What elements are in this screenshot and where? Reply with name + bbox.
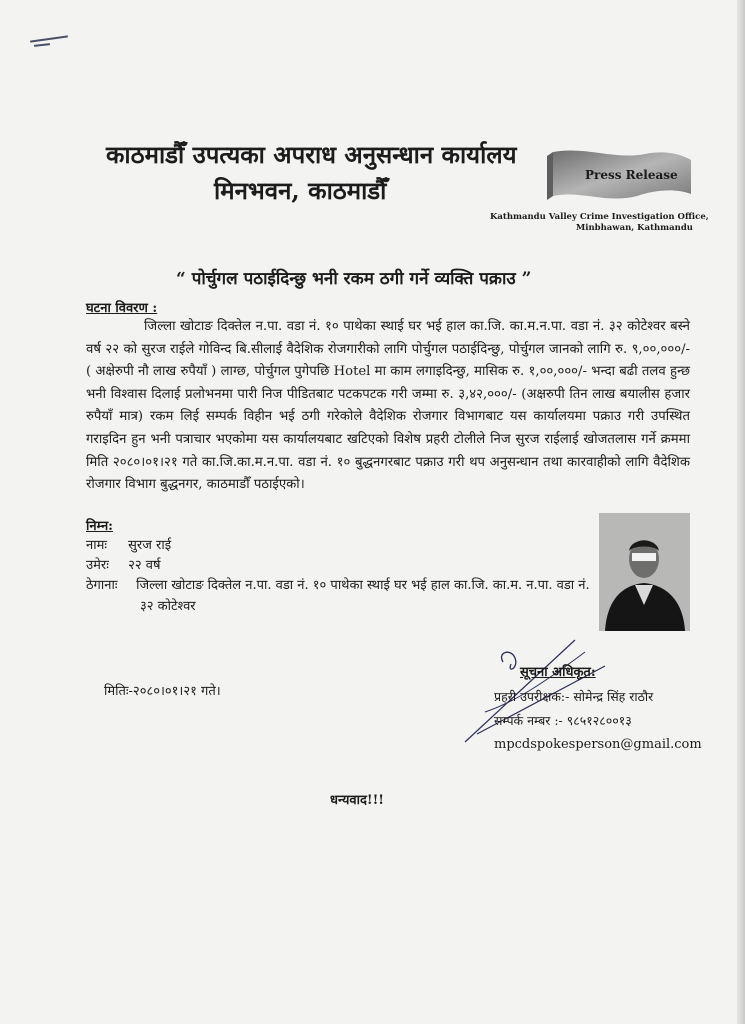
scan-edge <box>737 0 745 1024</box>
suspect-label: निम्न: <box>86 519 113 534</box>
name-value: सुरज राई <box>128 538 172 553</box>
address-value-cont: ३२ कोटेश्वर <box>140 599 196 614</box>
pen-mark <box>30 35 68 42</box>
press-release-label: Press Release <box>585 168 678 182</box>
officer-line: प्रहरी उपरीक्षक:- सोमेन्द्र सिंह राठौर <box>494 689 654 704</box>
pen-mark <box>34 43 50 47</box>
phone-line: सम्पर्क नम्बर :- ९८५१२८००१३ <box>494 713 632 728</box>
address-key: ठेगानाः <box>86 578 118 593</box>
closing-thanks: धन्यवाद!!! <box>330 793 384 808</box>
office-en-line: Minbhawan, Kathmandu <box>575 223 693 233</box>
officer-signature <box>455 622 615 750</box>
suspect-photo <box>599 513 690 631</box>
address-value: जिल्ला खोटाङ दिक्तेल न.पा. वडा नं. १० पाथेका स्थाई घर भई हाल का.जि. का.म. न.पा. वडा नं. <box>136 578 590 593</box>
suspect-address-row <box>86 576 590 596</box>
incident-label: घटना विवरण : <box>86 301 158 316</box>
office-english-name <box>490 212 709 234</box>
email-line: mpcdspokesperson@gmail.com <box>494 737 702 752</box>
contact-title: सूचना अधिकृत: <box>520 665 596 680</box>
age-key: उमेरः <box>86 558 109 573</box>
age-value: २२ वर्ष <box>128 558 161 573</box>
person-silhouette <box>599 513 690 631</box>
incident-body: जिल्ला खोटाङ दिक्तेल न.पा. वडा नं. १० पाथेका स्थाई घर भई हाल का.जि. का.म.न.पा. वडा नं. ३२ कोटेश्वर बस्ने वर्ष २२ को सुरज राईले गोविन्द बि.सीलाई वैदेशिक रोजगारीको लागि पोर्चुगल पठाईदिन्छु, पोर्चुगल जानको लागि रु. ९,००,०००/- ( अक्षेरुपी नौ लाख रुपैयाँ ) लाग्छ, पोर्चुगल पुगेपछि Hotel मा काम लगाइदिन्छु, मासिक रु. १,००,०००/- भन्दा बढी तलव हुन्छ भनी विश्वास दिलाई प्रलोभनमा पारी निज पीडितबाट पटकपटक गरी जम्मा रु. ३,४२,०००/- (अक्षरुपी तिन लाख बयालीस हजार रुपैयाँ मात्र) रकम लिई सम्पर्क विहीन भई ठगी गरेकोले वैदेशिक रोजगार विभागबाट यस कार्यालयमा पक्राउ गरी उपस्थित गराइदिन हुन भनी पत्राचार भएकोमा यस कार्यालयबाट खटिएको विशेष प्रहरी टोलीले निज सुरज राईलाई खोजतलास गर्ने क्रममा मिति २०८०।०१।२१ गते का.जि.का.म.न.पा. वडा नं. १० बुद्धनगरबाट पक्राउ गरी थप अनुसन्धान तथा कारवाहीको लागि वैदेशिक रोजगार विभाग बुद्धनगर, काठमाडौँ पठाईएको। <box>86 319 690 493</box>
org-subtitle: मिनभवन, काठमाडौँ <box>214 176 387 205</box>
suspect-name-row <box>86 536 171 556</box>
suspect-age-row <box>86 556 161 576</box>
office-en-line: Kathmandu Valley Crime Investigation Office, <box>490 212 709 222</box>
name-key: नामः <box>86 538 107 553</box>
org-title: काठमाडौँ उपत्यका अपराध अनुसन्धान कार्यालय <box>106 140 517 169</box>
headline: “ पोर्चुगल पठाईदिन्छु भनी रकम ठगी गर्ने व्यक्ति पक्राउ ” <box>176 269 532 289</box>
issue-date: मितिः-२०८०।०१।२१ गते। <box>104 684 221 699</box>
